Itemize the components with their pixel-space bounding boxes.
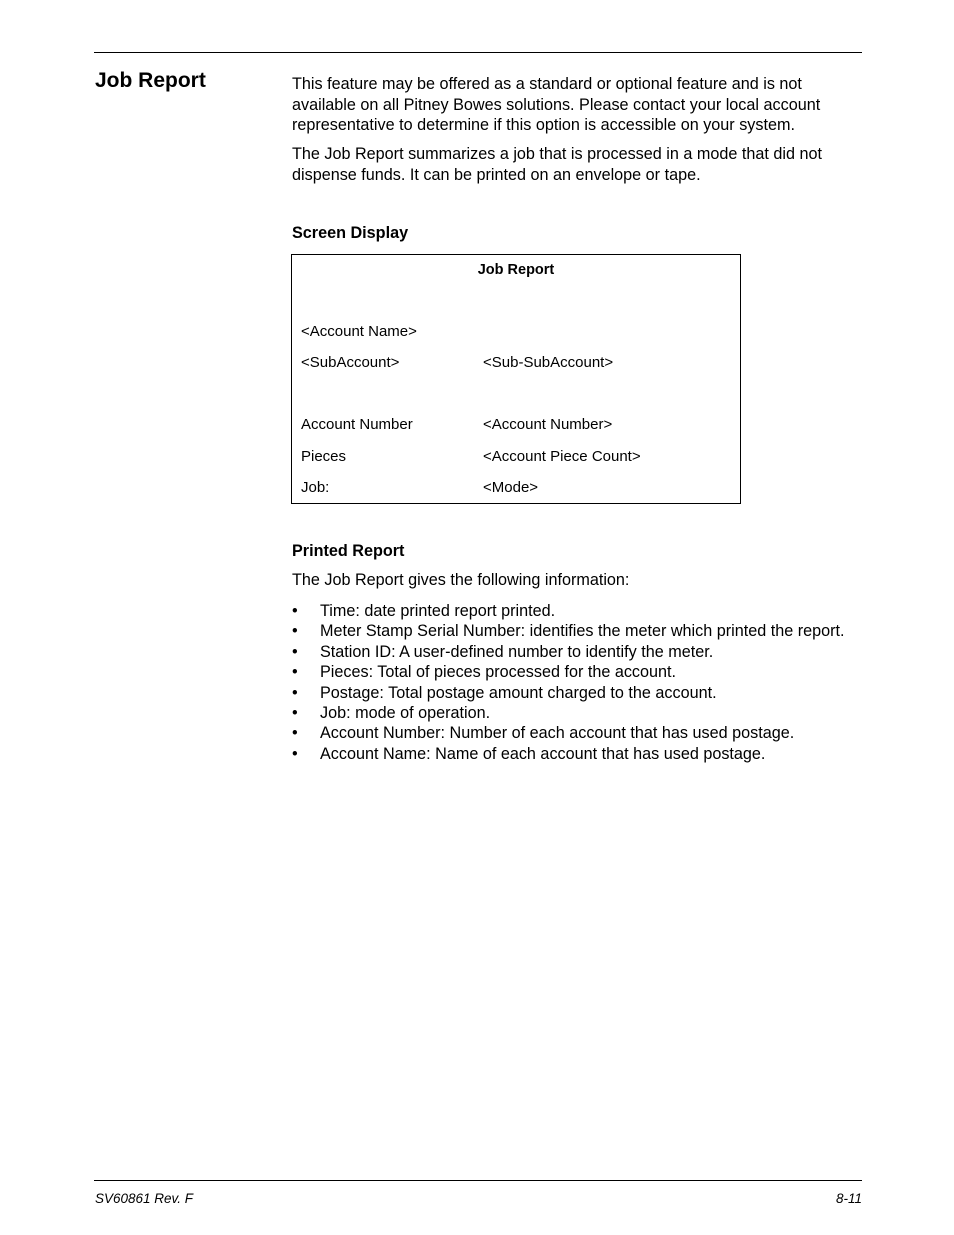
list-item xyxy=(292,662,852,682)
document-id: SV60861 Rev. F xyxy=(95,1191,194,1206)
list-item-text: Account Number: Number of each account that has used postage. xyxy=(320,724,795,743)
bullet-icon: • xyxy=(292,683,298,702)
list-item-text: Pieces: Total of pieces processed for the account. xyxy=(320,663,677,682)
pieces-label: Pieces xyxy=(301,448,347,465)
page-number: 8-11 xyxy=(835,1191,862,1206)
bullet-icon: • xyxy=(292,704,298,723)
section-title: Job Report xyxy=(95,69,206,92)
availability-paragraph xyxy=(292,74,862,136)
header-rule xyxy=(94,52,862,53)
job-label: Job: xyxy=(301,479,330,496)
sub-subaccount-placeholder: <Sub-SubAccount> xyxy=(483,354,614,371)
account-number-label: Account Number xyxy=(301,416,413,433)
list-item xyxy=(292,744,852,764)
account-name-placeholder: <Account Name> xyxy=(301,323,417,340)
subaccount-placeholder: <SubAccount> xyxy=(301,354,400,371)
job-value: <Mode> xyxy=(483,479,539,496)
list-item-text: Job: mode of operation. xyxy=(320,704,491,723)
paragraph-text: This feature may be offered as a standard or optional feature and is not available on all Pitney Bowes solutions. Please contact your local account representative to determine if this option is accessible on your system. xyxy=(292,75,821,134)
pieces-value: <Account Piece Count> xyxy=(483,448,641,465)
list-item xyxy=(292,601,852,621)
bullet-icon: • xyxy=(292,602,298,620)
bullet-icon: • xyxy=(292,622,298,641)
list-item-text: Account Name: Name of each account that has used postage. xyxy=(320,744,766,763)
screen-display-heading: Screen Display xyxy=(292,224,409,242)
list-item xyxy=(292,642,852,662)
report-fields-list xyxy=(292,601,852,764)
list-item xyxy=(292,723,852,743)
footer-rule xyxy=(94,1180,862,1181)
summary-paragraph xyxy=(292,144,862,185)
screen-display-box xyxy=(291,254,741,504)
bullet-icon: • xyxy=(292,663,298,682)
list-item-text: Postage: Total postage amount charged to the account. xyxy=(320,683,717,702)
printed-report-intro: The Job Report gives the following information: xyxy=(292,571,630,589)
paragraph-text: The Job Report summarizes a job that is processed in a mode that did not dispense funds. It can be printed on an envelope or tape. xyxy=(292,145,822,184)
bullet-icon: • xyxy=(292,724,298,743)
list-item-text: Time: date printed report printed. xyxy=(320,602,556,620)
printed-report-heading: Printed Report xyxy=(292,542,405,560)
list-item xyxy=(292,683,852,703)
account-number-value: <Account Number> xyxy=(483,416,613,433)
list-item xyxy=(292,621,852,641)
list-item-text: Meter Stamp Serial Number: identifies the meter which printed the report. xyxy=(320,622,845,641)
screen-title: Job Report xyxy=(477,262,555,278)
list-item-text: Station ID: A user-defined number to identify the meter. xyxy=(320,642,714,661)
bullet-icon: • xyxy=(292,744,298,763)
list-item xyxy=(292,703,852,723)
bullet-icon: • xyxy=(292,642,298,661)
